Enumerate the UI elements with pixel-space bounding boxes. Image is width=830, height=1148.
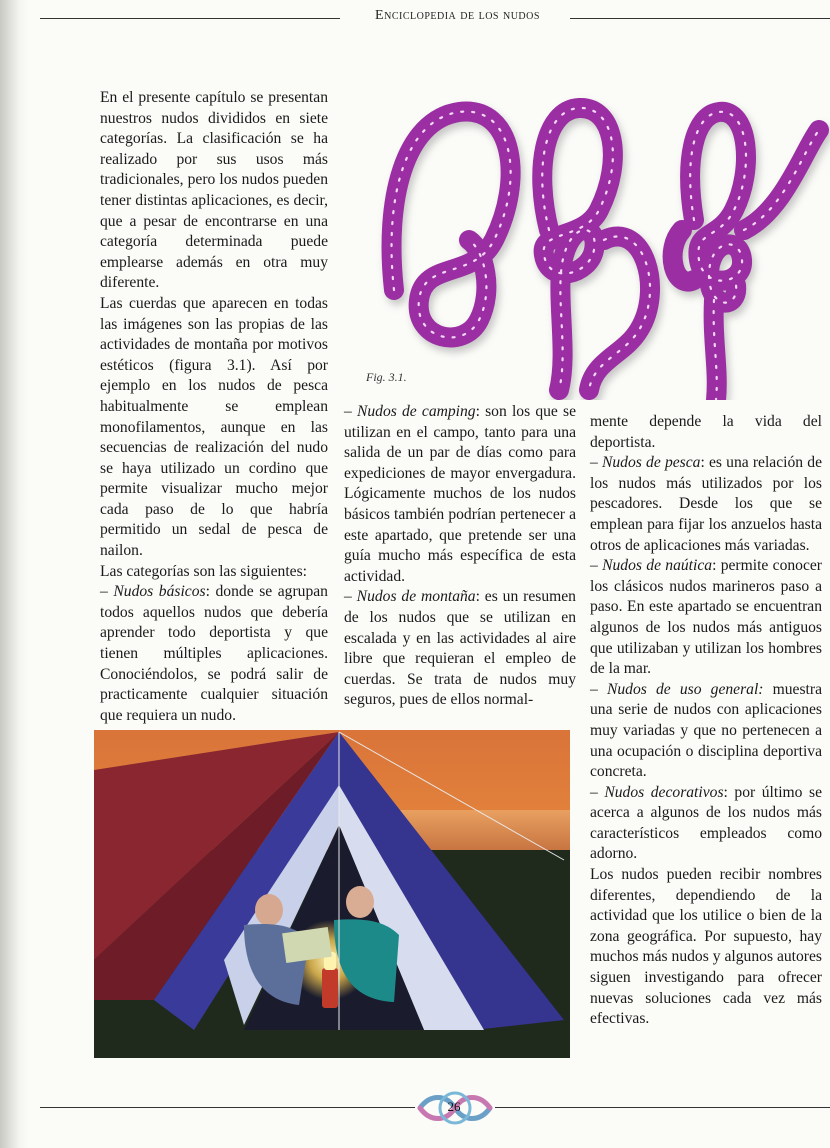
category-text: : es una relación de los nudos más utilizados por los pescadores. Desde los que se emplean para fijar los anzuelos hasta otros de aplicaciones más variadas. (590, 454, 822, 554)
paragraph: Los nudos pueden recibir nombres diferentes, dependiendo de la actividad que los utilice o bien de la zona geográfica. Por supuesto, hay muchos más nudos y algunos autores siguen investigando para ofrecer nuevas soluciones cada vez más efectivas. (590, 866, 822, 1028)
page-gutter-shadow (0, 0, 28, 1148)
category-text: : donde se agrupan todos aquellos nudos que debería aprender todo deportista y que tienen múltiples aplicaciones. Conociéndolos, se podrá salir de practicamente cualquier situación que requiera un nudo. (100, 583, 328, 724)
paragraph-continuation: mente depende la vida del deportista. (590, 413, 822, 451)
category-label: – Nudos de pesca (590, 454, 701, 472)
category-item-nautica (590, 556, 822, 680)
lantern (322, 968, 338, 1008)
category-item-basicos (100, 582, 328, 726)
footer-rule (40, 1107, 415, 1108)
category-text: muestra una serie de nudos con aplicaciones muy variadas y que no pertenecen a una ocupación o disciplina deportiva concreta. (590, 680, 822, 781)
person-left (255, 894, 283, 926)
category-label: – Nudos de naútica (590, 557, 713, 575)
header-rule (40, 18, 340, 19)
paragraph: Las cuerdas que aparecen en todas las imágenes son las propias de las actividades de montaña por motivos estéticos (figura 3.1). Así por ejemplo en los nudos de pesca habitualmente se emplean monofilamentos, aunque en las secuencias de realización del nudo se haya utilizado un cordino que permite visualizar mucho mejor cada paso de lo que habría permitido un sedal de pesca de nailon. (100, 294, 328, 560)
paragraph: En el presente capítulo se presentan nuestros nudos divididos en siete categorías. La clasificación se ha realizado por sus usos más tradicionales, pero los nudos pueden tener distintas aplicaciones, es decir, que a pesar de encontrarse en una categoría determinada puede emplearse además en otra muy diferente. (100, 89, 328, 292)
text-column-3 (590, 412, 822, 1030)
category-item-decorativos (590, 783, 822, 865)
page-number: 26 (447, 1099, 461, 1114)
category-label: – Nudos de camping (344, 403, 476, 420)
footer-rule (495, 1107, 830, 1108)
category-item-montana (344, 587, 576, 711)
category-label: – Nudos de montaña (344, 588, 476, 606)
figure-caption: Fig. 3.1. (366, 370, 407, 384)
text-column-2 (344, 402, 576, 711)
category-text: : son los que se utilizan en el campo, tanto para una salida de un par de días como para expediciones de mayor envergadura. Lógicamente muchos de los nudos básicos también podrían pertenecer a este apartado, que pretende ser una guía mucho más específica de esta actividad. (344, 403, 576, 585)
rope-knot-figure (364, 90, 830, 400)
category-label: – Nudos decorativos (590, 783, 724, 801)
category-label: – Nudos de uso general: (590, 680, 764, 698)
person-right (346, 886, 374, 918)
header-rule (570, 18, 830, 19)
category-text: : por último se acerca a algunos de los nudos más característicos empleados como adorno. (590, 783, 822, 863)
category-text: : es un resumen de los nudos que se utilizan en escalada y en las actividades al aire libre que requieran el empleo de cuerdas. Se trata de nudos muy seguros, pues de ellos normal- (344, 588, 576, 709)
running-head: Enciclopedia de los nudos (375, 8, 540, 23)
paragraph: Las categorías son las siguientes: (100, 562, 307, 580)
category-label: – Nudos básicos (100, 583, 206, 601)
text-column-1 (100, 88, 328, 726)
category-item-pesca (590, 453, 822, 556)
rope-open-loop (392, 112, 511, 338)
camping-tent-photo (94, 730, 570, 1058)
category-text: : permite conocer los clásicos nudos marineros paso a paso. En este apartado se encuentran algunos de los nudos más antiguos que utilizaban y utilizan los hombres de la mar. (590, 557, 822, 678)
category-item-uso-general (590, 680, 822, 783)
category-item-camping (344, 402, 576, 587)
map (282, 927, 332, 963)
